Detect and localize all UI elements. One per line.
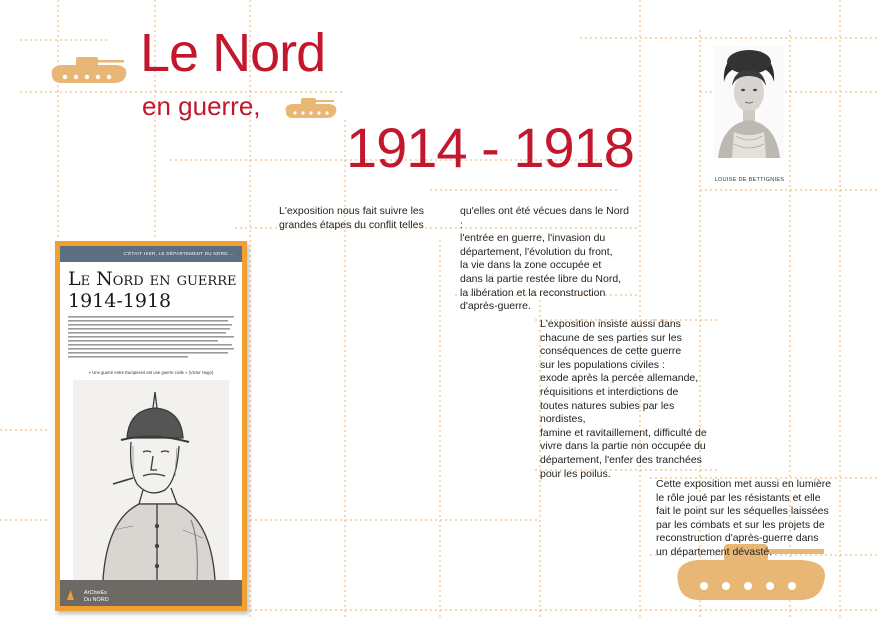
archives-logo-icon [66, 589, 75, 601]
soldier-sketch [73, 380, 229, 580]
archives-logo-line1: ArChivEs [84, 590, 107, 596]
poster-title [68, 268, 236, 312]
archives-logo-text [84, 590, 109, 603]
poster-band: C'ÉTAIT HIER, LE DÉPARTEMENT DU NORD ... [60, 246, 242, 262]
title-subtitle: en guerre, [142, 91, 261, 121]
poster-body-text [68, 314, 234, 366]
archives-logo-line2: Du NORD [84, 596, 109, 603]
poster-quote: « Une guerre entre Européens est une guerre civile » (Victor Hugo) [88, 370, 214, 375]
title-years: 1914 - 1918 [346, 116, 634, 179]
intro-paragraph: L'exposition nous fait suivre les grandes étapes du conflit telles [279, 205, 425, 231]
tank-icon [48, 55, 130, 85]
tank-icon [283, 97, 339, 119]
exhibition-poster [55, 241, 247, 611]
consequences-paragraph: L'exposition insiste aussi dans chacune de ses parties sur les conséquences de cette guerre sur les populations civiles : exode après la percée allemande, réquisitions et interdictions de toutes natures subies par les nordistes, famine et ravitaillement, difficulté de vivre dans la partie non occupée du département, l'enfer des tranchées pour les poilus. [540, 318, 707, 480]
portrait-caption: LOUISE DE BETTIGNIES [714, 177, 785, 183]
resistance-paragraph: Cette exposition met aussi en lumière le rôle joué par les résistants et elle fait le point sur les séquelles laissées par les combats et sur les projets de reconstruction d'après-guerre dans un département dévasté. [656, 478, 832, 558]
portrait-photo [714, 46, 784, 158]
title-main: Le Nord [140, 23, 326, 83]
poster-title-line2: 1914-1918 [68, 290, 172, 312]
poster-footer [60, 580, 242, 606]
poster-title-line1: Le Nord en guerre [68, 268, 237, 290]
stages-paragraph: qu'elles ont été vécues dans le Nord : l'entrée en guerre, l'invasion du département, l'évolution du front, la vie dans la zone occupée et dans la partie restée libre du Nord, la libération et la reconstruction d'après-guerre. [460, 205, 629, 313]
